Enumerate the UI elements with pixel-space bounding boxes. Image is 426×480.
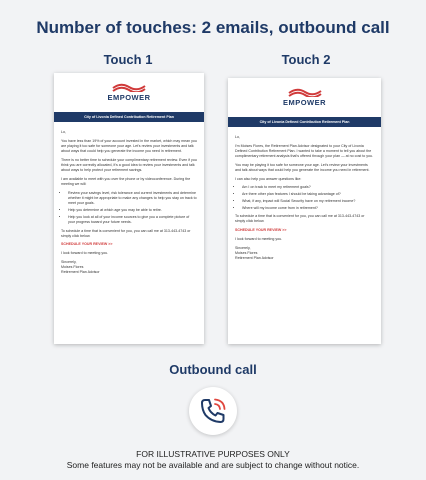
email-bullet-list [61, 191, 197, 225]
logo-text: EMPOWER [107, 93, 151, 102]
disclaimer-text: Some features may not be available and are subject to change without notice. [66, 460, 360, 470]
touch-1-label: Touch 1 [103, 52, 153, 67]
advisor-role: Retirement Plan Advisor [235, 255, 274, 260]
advisor-name: Moises Flores [235, 250, 258, 255]
advisor-name: Moises Flores [61, 265, 84, 270]
schedule-review-link[interactable]: SCHEDULE YOUR REVIEW >> [235, 228, 287, 233]
email-bullet-list [235, 185, 374, 210]
list-item: • Review your savings level, risk tolerance and current investments and determine whether it might be appropriate to make any changes to help you stay on track to meet your goals. [68, 191, 197, 207]
email-signoff: Sincerely, [61, 259, 77, 264]
outbound-call-badge [189, 387, 237, 435]
list-item: • Am I on track to meet my retirement goals? [242, 185, 374, 190]
page-title: Number of touches: 2 emails, outbound call [36, 18, 390, 37]
touch-2-label: Touch 2 [281, 52, 331, 67]
email-paragraph: I'm Moises Flores, the Retirement Plan Advisor designated to your City of Livonia Defined Contribution Retirement Plan. I wanted to take a moment to tell you about the complimentary retirement analysis that's offered through your plan — at no cost to you. [235, 143, 374, 159]
email-paragraph: You have less than 19% of your account invested in the market, which may mean you are playing it too safe for someone your age. Let's review your investments and talk about ways that could help you generate the income you need in retirement. [61, 138, 197, 154]
empower-logo [79, 83, 179, 102]
schedule-review-link[interactable]: SCHEDULE YOUR REVIEW >> [61, 242, 113, 247]
email-paragraph: To schedule a time that is convenient for you, you can call me at 313-443-4743 or simply click below. [61, 228, 191, 238]
email-greeting: Lo, [235, 135, 240, 139]
list-item: • Help you determine at which age you may be able to retire. [68, 208, 197, 213]
email-body [228, 127, 381, 261]
email-paragraph: To schedule a time that is convenient for you, you can call me at 313-443-4743 or simply click below. [235, 214, 365, 224]
email-paragraph: I look forward to meeting you. [235, 236, 283, 241]
list-item: • What, if any, impact will Social Security have on my retirement income? [242, 199, 374, 204]
phone-ringing-icon [199, 397, 227, 425]
email-banner: City of Livonia Defined Contribution Retirement Plan [228, 117, 381, 127]
empower-flag-icon [112, 83, 146, 92]
list-item: • Where will my income come from in retirement? [242, 206, 374, 211]
email-paragraph: There is no better time to schedule your complimentary retirement review. Even if you think you are correctly allocated, it's a good idea to review your investments and talk about ways to help protect your retirement savings. [61, 157, 197, 173]
email-paragraph: I look forward to meeting you. [61, 251, 109, 256]
disclaimer-heading: FOR ILLUSTRATIVE PURPOSES ONLY [136, 449, 290, 459]
empower-logo [255, 88, 355, 107]
email-greeting: Lo, [61, 130, 66, 134]
email-paragraph: You may be playing it too safe for someone your age. Let's review your investments and talk about ways that could help you generate the income you need in retirement. [235, 162, 370, 173]
email-paragraph: I can also help you answer questions like: [235, 176, 302, 181]
logo-text: EMPOWER [282, 98, 327, 107]
email-signoff: Sincerely, [235, 245, 251, 250]
list-item: • Are there other plan features I should be taking advantage of? [242, 192, 374, 197]
email-preview-touch-2 [228, 78, 381, 344]
email-banner: City of Livonia Defined Contribution Retirement Plan [54, 112, 204, 122]
advisor-role: Retirement Plan Advisor [61, 270, 100, 275]
email-paragraph: I am available to meet with you over the phone or by videoconference. During the meeting we will: [61, 176, 191, 187]
empower-flag-icon [288, 88, 322, 97]
email-body [54, 122, 204, 275]
email-preview-touch-1 [54, 73, 204, 344]
list-item: • Help you look at all of your income sources to give you a complete picture of your progress toward your future needs. [68, 215, 197, 225]
outbound-call-title: Outbound call [169, 362, 257, 377]
